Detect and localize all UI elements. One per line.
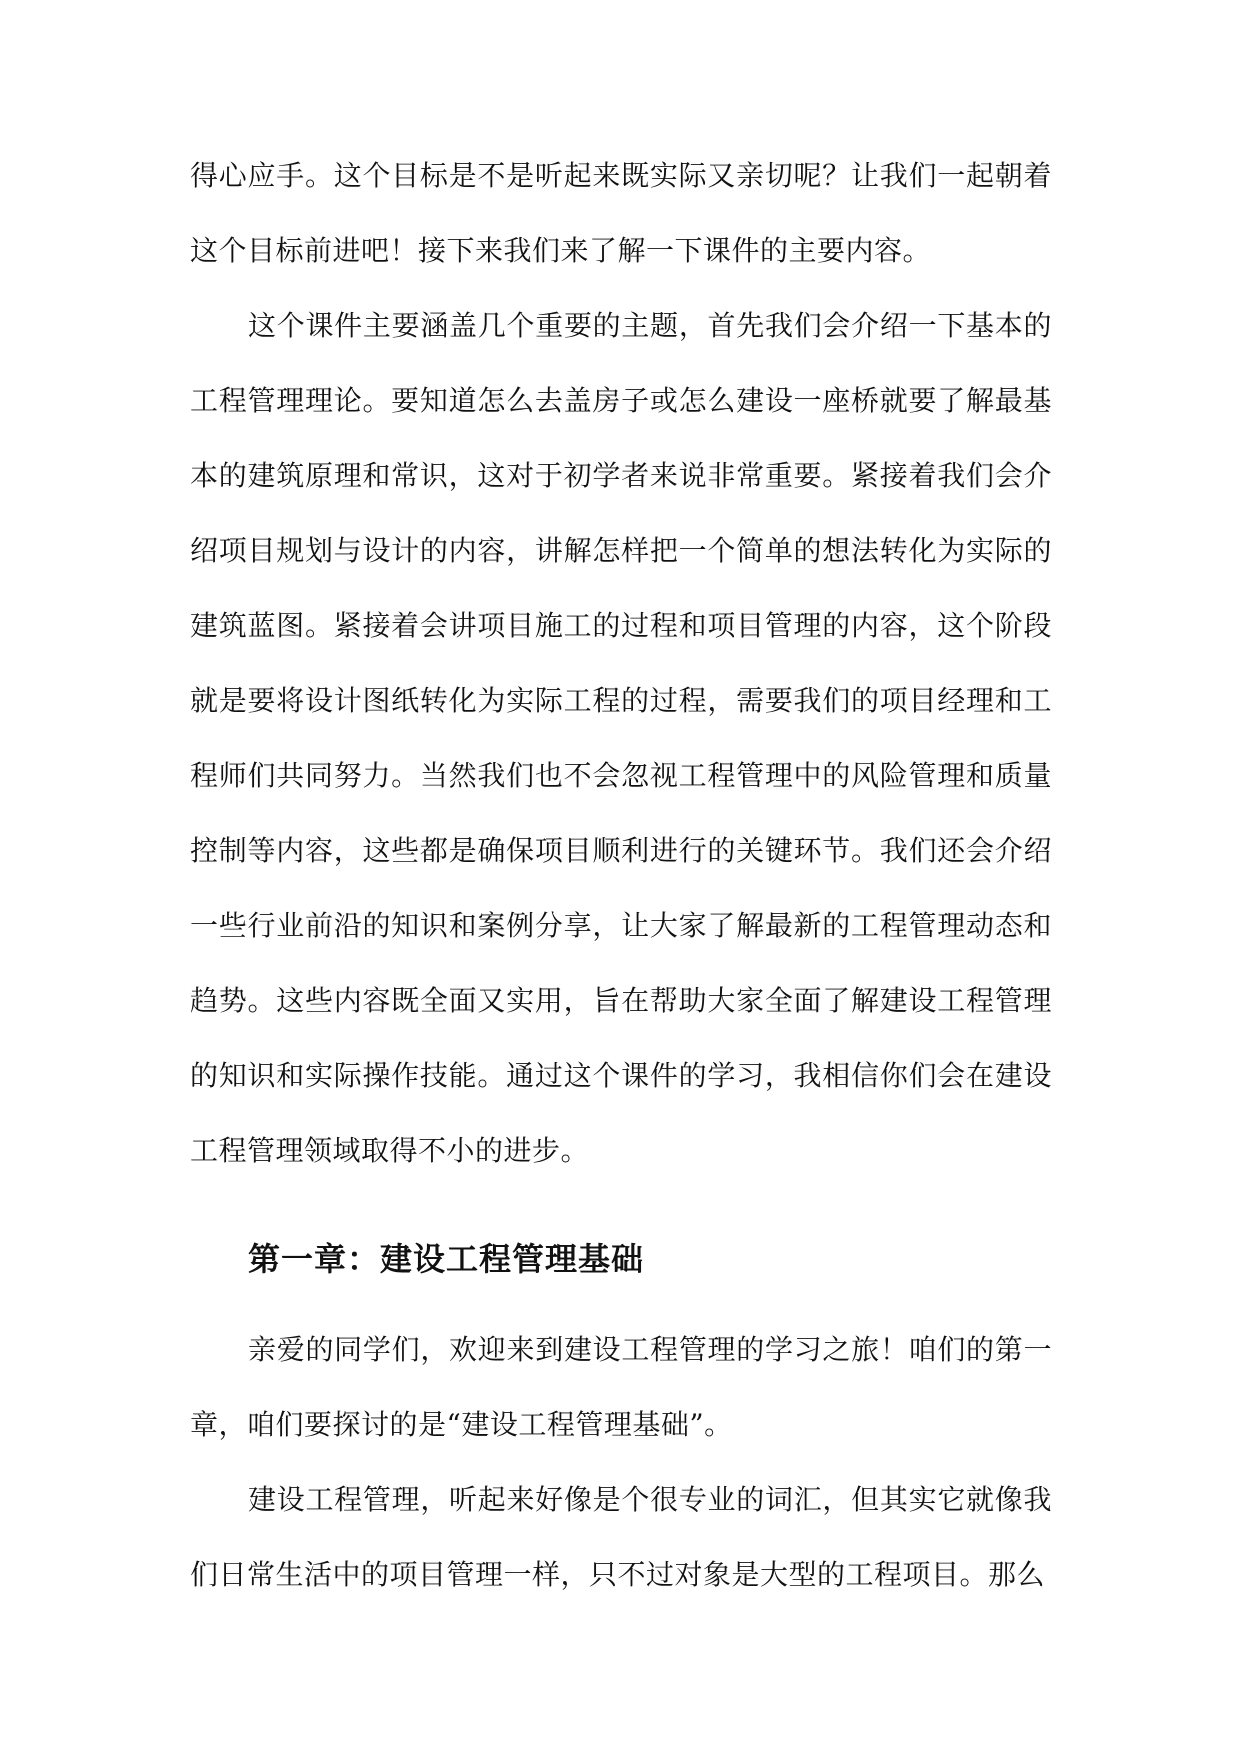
- paragraph-course-overview: 这个课件主要涵盖几个重要的主题，首先我们会介绍一下基本的工程管理理论。要知道怎么去盖房子或怎么建设一座桥就要了解最基本的建筑原理和常识，这对于初学者来说非常重要。紧接着我们会介绍项目规划与设计的内容，讲解怎样把一个简单的想法转化为实际的建筑蓝图。紧接着会讲项目施工的过程和项目管理的内容，这个阶段就是要将设计图纸转化为实际工程的过程，需要我们的项目经理和工程师们共同努力。当然我们也不会忽视工程管理中的风险管理和质量控制等内容，这些都是确保项目顺利进行的关键环节。我们还会介绍一些行业前沿的知识和案例分享，让大家了解最新的工程管理动态和趋势。这些内容既全面又实用，旨在帮助大家全面了解建设工程管理的知识和实际操作技能。通过这个课件的学习，我相信你们会在建设工程管理领域取得不小的进步。: [190, 309, 1052, 1167]
- paragraph-chapter-intro: 亲爱的同学们，欢迎来到建设工程管理的学习之旅！咱们的第一章，咱们要探讨的是“建设工程管理基础”。: [190, 1333, 1052, 1441]
- chapter-heading: 第一章：建设工程管理基础: [248, 1240, 645, 1278]
- paragraph-chapter-body: 建设工程管理，听起来好像是个很专业的词汇，但其实它就像我们日常生活中的项目管理一样，只不过对象是大型的工程项目。那么: [190, 1483, 1052, 1591]
- paragraph-continuation: 得心应手。这个目标是不是听起来既实际又亲切呢？让我们一起朝着这个目标前进吧！接下来我们来了解一下课件的主要内容。: [190, 159, 1052, 267]
- document-body: [190, 138, 1052, 1612]
